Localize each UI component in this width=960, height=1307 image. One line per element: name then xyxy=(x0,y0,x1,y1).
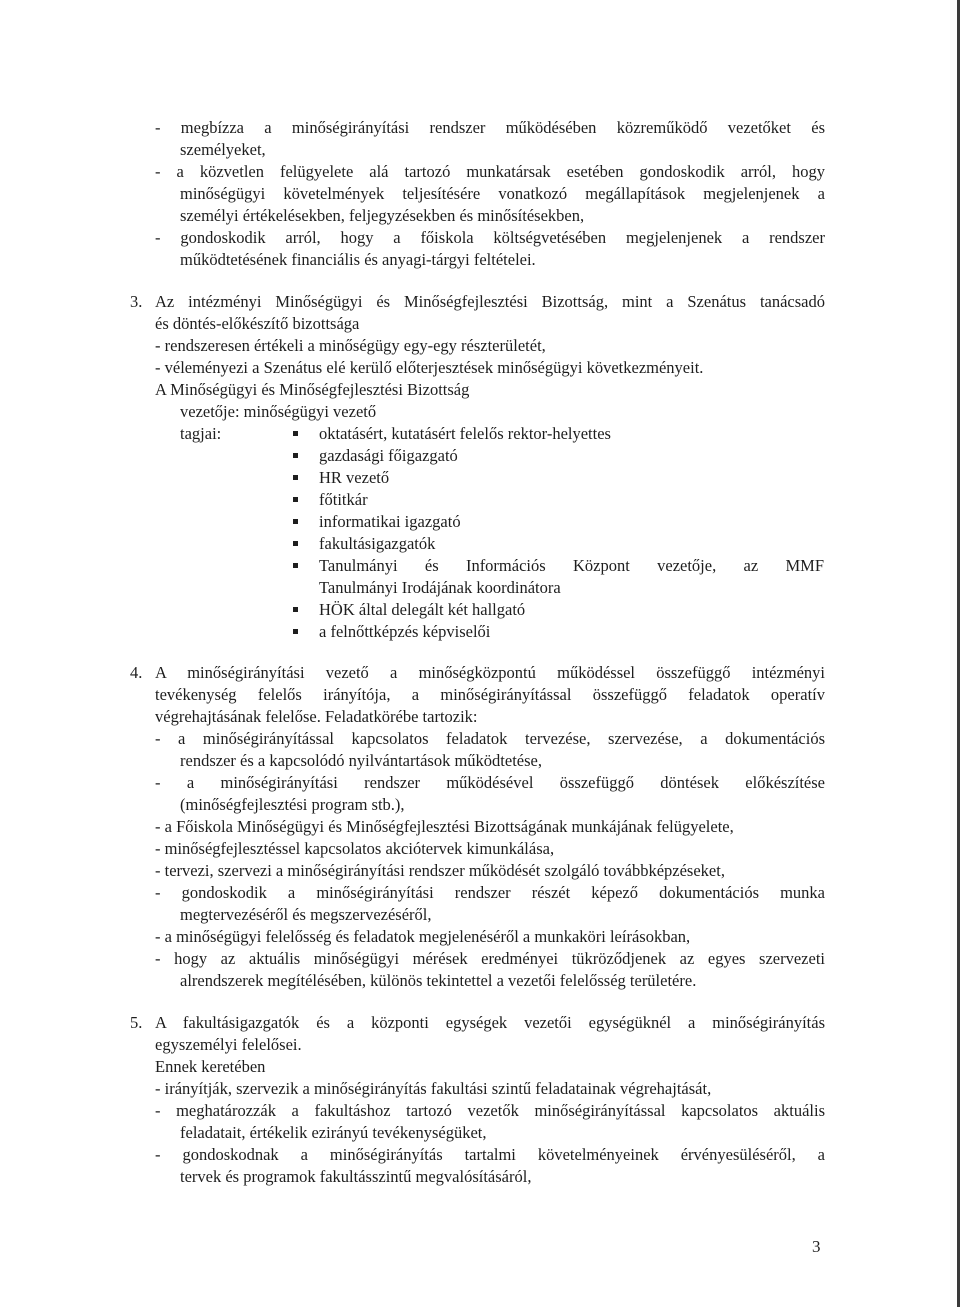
s4-line-4: - a minőségirányítással kapcsolatos feladatok tervezése, szervezése, a dokumentációs xyxy=(155,729,825,748)
s5-line-7: - gondoskodnak a minőségirányítás tartalmi követelményeinek érvényesüléséről, a xyxy=(155,1145,825,1164)
s4-line-12: megtervezéséről és megszervezéséről, xyxy=(180,905,432,924)
s4-line-14: - hogy az aktuális minőségügyi mérések eredményei tükröződjenek az egyes szervezeti xyxy=(155,949,825,968)
s5-line-1: A fakultásigazgatók és a központi egységek vezetői egységüknél a minőségirányítás xyxy=(155,1013,825,1032)
member-item-4: főtitkár xyxy=(319,490,368,509)
s5-line-5: - meghatározzák a fakultáshoz tartozó vezetők minőségirányítással kapcsolatos aktuális xyxy=(155,1101,825,1120)
b1-line-3: - a közvetlen felügyelete alá tartozó munkatársak esetében gondoskodik arról, hogy xyxy=(155,162,825,181)
s3-line-1: Az intézményi Minőségügyi és Minőségfejlesztési Bizottság, mint a Szenátus tanácsadó xyxy=(155,292,825,311)
s4-line-13: - a minőségügyi felelősség és feladatok megjelenéséről a munkaköri leírásokban, xyxy=(155,927,691,946)
member-item-1: oktatásért, kutatásért felelős rektor-helyettes xyxy=(319,424,611,443)
member-item-7: Tanulmányi és Információs Központ vezetője, az MMF xyxy=(319,556,824,575)
s4-line-5: rendszer és a kapcsolódó nyilvántartások működtetése, xyxy=(180,751,542,770)
s4-line-7: (minőségfejlesztési program stb.), xyxy=(180,795,405,814)
b1-line-4: minőségügyi követelmények teljesítésére vonatkozó megállapítások megjelenjenek a xyxy=(180,184,825,203)
s5-line-4: - irányítják, szervezik a minőségirányítás fakultási szintű feladatainak végrehajtását, xyxy=(155,1079,712,1098)
bullet-icon xyxy=(293,607,298,612)
s3-line-6: vezetője: minőségügyi vezető xyxy=(180,402,377,421)
s3-line-5: A Minőségügyi és Minőségfejlesztési Bizottság xyxy=(155,380,470,399)
s4-line-9: - minőségfejlesztéssel kapcsolatos akciótervek kimunkálása, xyxy=(155,839,555,858)
bullet-icon xyxy=(293,541,298,546)
b1-line-2: személyeket, xyxy=(180,140,266,159)
s3-line-4: - véleményezi a Szenátus elé kerülő előterjesztések minőségügyi következményeit. xyxy=(155,358,704,377)
b1-line-6: - gondoskodik arról, hogy a főiskola költségvetésében megjelenjenek a rendszer xyxy=(155,228,825,247)
section-4-number: 4. xyxy=(130,663,143,682)
b1-line-1: - megbízza a minőségirányítási rendszer működésében közreműködő vezetőket és xyxy=(155,118,825,137)
s4-line-6: - a minőségirányítási rendszer működésével összefüggő döntések előkészítése xyxy=(155,773,825,792)
page-number: 3 xyxy=(812,1237,821,1256)
section-5-number: 5. xyxy=(130,1013,143,1032)
bullet-icon xyxy=(293,519,298,524)
section-3-number: 3. xyxy=(130,292,143,311)
s4-line-8: - a Főiskola Minőségügyi és Minőségfejlesztési Bizottságának munkájának felügyelete, xyxy=(155,817,734,836)
members-label: tagjai: xyxy=(180,424,222,443)
member-item-9: a felnőttképzés képviselői xyxy=(319,622,491,641)
bullet-icon xyxy=(293,629,298,634)
s5-line-3: Ennek keretében xyxy=(155,1057,266,1076)
s5-line-6: feladatait, értékelik ezirányú tevékenységüket, xyxy=(180,1123,487,1142)
s5-line-8: tervek és programok fakultásszintű megvalósításáról, xyxy=(180,1167,532,1186)
bullet-icon xyxy=(293,475,298,480)
member-item-6: fakultásigazgatók xyxy=(319,534,436,553)
s4-line-1: A minőségirányítási vezető a minőségközpontú működéssel összefüggő intézményi xyxy=(155,663,825,682)
s5-line-2: egyszemélyi felelősei. xyxy=(155,1035,302,1054)
bullet-icon xyxy=(293,497,298,502)
bullet-icon xyxy=(293,563,298,568)
s4-line-15: alrendszerek megítélésében, különös tekintettel a vezetői felelősség területére. xyxy=(180,971,697,990)
b1-line-7: működtetésének financiális és anyagi-tárgyi feltételei. xyxy=(180,250,536,269)
s4-line-2: tevékenység felelős irányítója, a minőségirányítással összefüggő feladatok operatív xyxy=(155,685,825,704)
b1-line-5: személyi értékelésekben, feljegyzésekben és minősítésekben, xyxy=(180,206,585,225)
bullet-icon xyxy=(293,453,298,458)
s4-line-11: - gondoskodik a minőségirányítási rendszer részét képező dokumentációs munka xyxy=(155,883,825,902)
member-item-5: informatikai igazgató xyxy=(319,512,461,531)
member-item-7-cont: Tanulmányi Irodájának koordinátora xyxy=(319,578,561,597)
member-item-3: HR vezető xyxy=(319,468,390,487)
s4-line-10: - tervezi, szervezi a minőségirányítási rendszer működését szolgáló továbbképzéseket, xyxy=(155,861,725,880)
s3-line-3: - rendszeresen értékeli a minőségügy egy-egy részterületét, xyxy=(155,336,546,355)
s3-line-2: és döntés-előkészítő bizottsága xyxy=(155,314,360,333)
s4-line-3: végrehajtásának felelőse. Feladatkörébe tartozik: xyxy=(155,707,478,726)
member-item-2: gazdasági főigazgató xyxy=(319,446,458,465)
bullet-icon xyxy=(293,431,298,436)
member-item-8: HÖK által delegált két hallgató xyxy=(319,600,526,619)
